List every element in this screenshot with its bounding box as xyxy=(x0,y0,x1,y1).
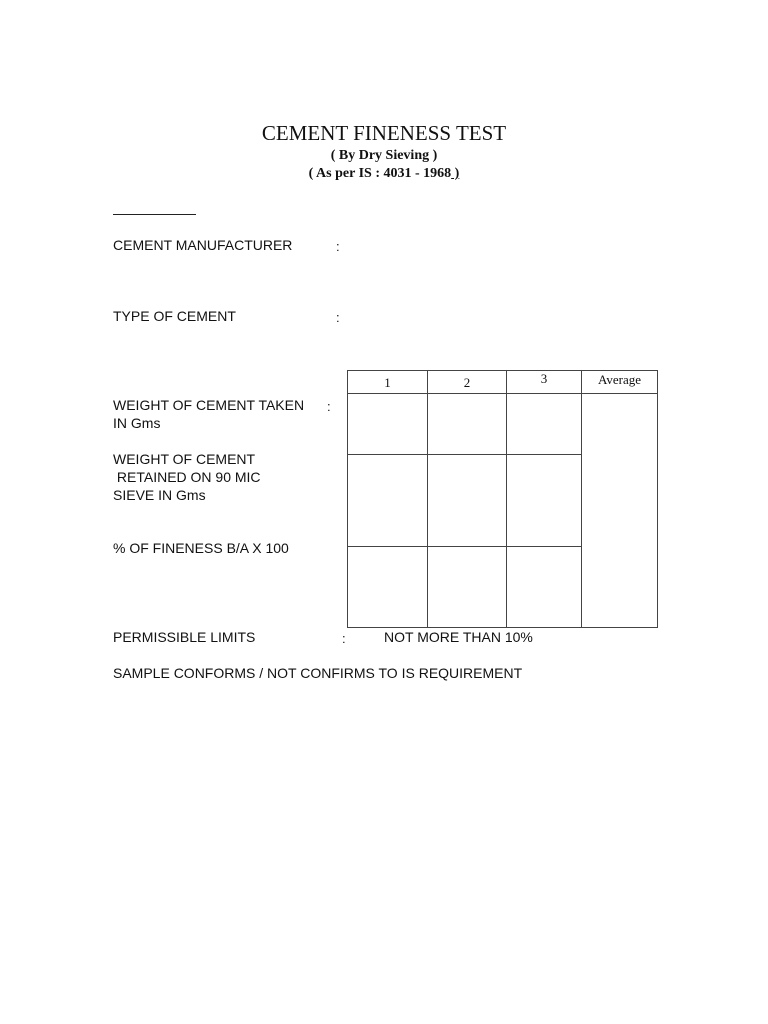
table-top-border xyxy=(347,370,658,371)
table-right-border xyxy=(657,370,658,628)
table-header-divider xyxy=(347,393,658,394)
cement-type-label: TYPE OF CEMENT xyxy=(113,308,236,324)
table-row-divider xyxy=(347,546,582,547)
weight-taken-label: WEIGHT OF CEMENT TAKEN xyxy=(113,397,305,413)
retained-label-line3: SIEVE IN Gms xyxy=(113,487,206,503)
column-header-3: 3 xyxy=(540,371,548,386)
standard-reference-text: ( As per IS : 4031 - 1968 xyxy=(308,166,452,181)
standard-reference-closing: ) xyxy=(451,166,460,181)
permissible-limits-label: PERMISSIBLE LIMITS xyxy=(113,629,256,645)
retained-label-line2: RETAINED ON 90 MIC xyxy=(113,469,261,485)
table-column-divider xyxy=(506,370,507,628)
page-title: CEMENT FINENESS TEST xyxy=(261,121,507,145)
conformance-statement: SAMPLE CONFORMS / NOT CONFIRMS TO IS REQUIREMENT xyxy=(113,665,523,681)
standard-reference xyxy=(0,166,768,182)
table-column-divider xyxy=(581,370,582,628)
blank-underline xyxy=(113,214,196,215)
permissible-limits-colon: : xyxy=(342,631,346,646)
table-row-divider xyxy=(347,454,582,455)
column-header-1: 1 xyxy=(384,375,391,390)
manufacturer-colon: : xyxy=(336,239,340,254)
table-column-divider xyxy=(427,370,428,628)
page-subtitle: ( By Dry Sieving ) xyxy=(330,148,438,163)
permissible-limits-value: NOT MORE THAN 10% xyxy=(384,629,533,645)
column-header-average: Average xyxy=(597,372,642,387)
table-bottom-border xyxy=(347,627,658,628)
fineness-label: % OF FINENESS B/A X 100 xyxy=(113,540,289,556)
weight-taken-unit: IN Gms xyxy=(113,415,161,431)
manufacturer-label: CEMENT MANUFACTURER xyxy=(113,237,293,253)
retained-label-line1: WEIGHT OF CEMENT xyxy=(113,451,256,467)
column-header-2: 2 xyxy=(463,375,471,390)
weight-taken-colon: : xyxy=(327,399,331,414)
cement-type-colon: : xyxy=(336,310,340,325)
table-left-border xyxy=(347,370,348,628)
